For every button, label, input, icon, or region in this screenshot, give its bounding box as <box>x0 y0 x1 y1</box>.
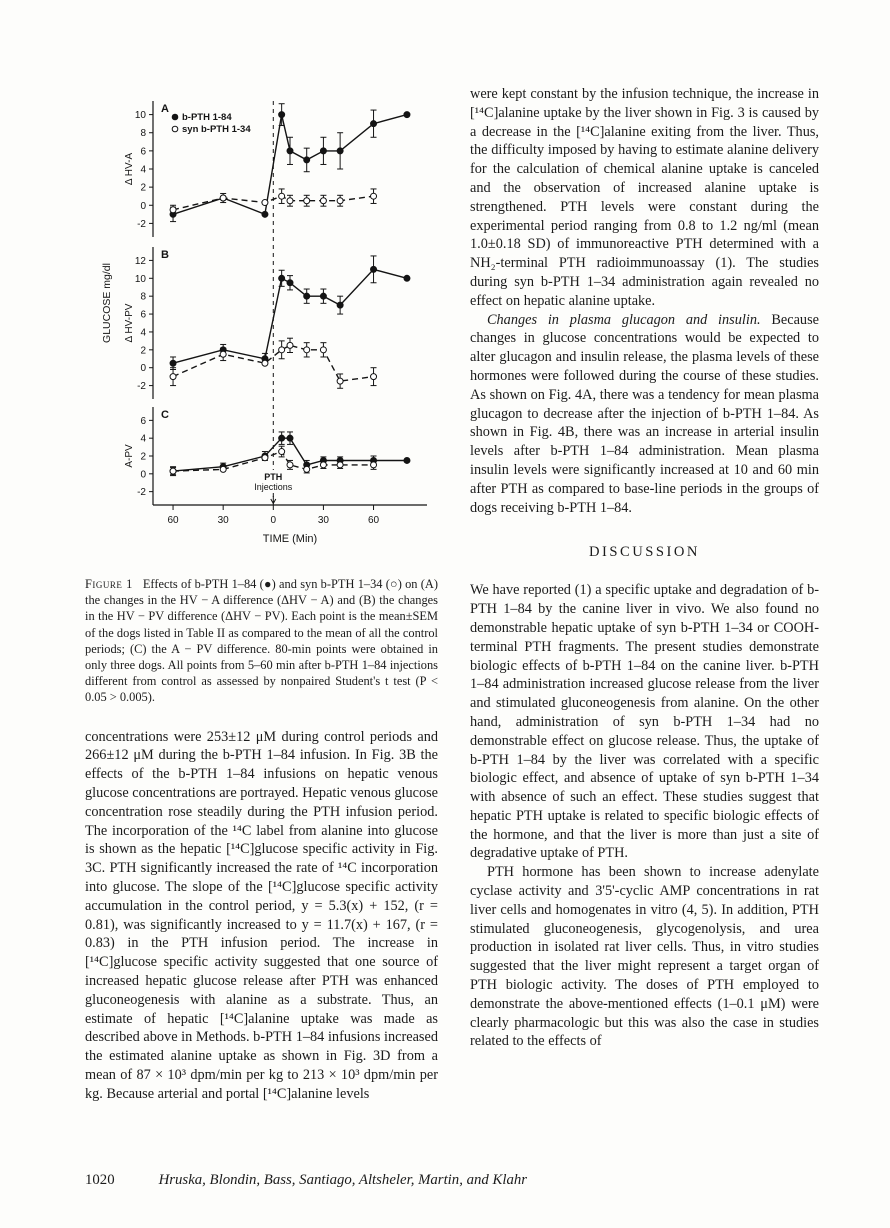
page-number: 1020 <box>85 1172 115 1188</box>
figure-1-caption <box>85 576 438 706</box>
svg-text:60: 60 <box>167 515 179 526</box>
svg-text:30: 30 <box>217 515 229 526</box>
svg-text:2: 2 <box>140 182 146 194</box>
figure-legend <box>172 112 251 135</box>
svg-text:60: 60 <box>367 515 380 526</box>
svg-text:2: 2 <box>140 345 146 357</box>
right-paragraph-4: PTH hormone has been shown to increase adenylate cyclase activity and 3'5'-cyclic AMP concentrations in rat liver cells and homogenates in vitro (4, 5). In addition, PTH stimulated gluconeogenesis, glycogenolysis, and urea production in isolated rat liver cells. Thus, in vitro studies suggested that the liver might represent a target organ of PTH biologic activity. The doses of PTH employed to demonstrate the above-mentioned effects (1–0.1 μM) were clearly pharmacologic but this was also the case in studies related to the effects of <box>470 864 819 1050</box>
svg-text:4: 4 <box>140 327 146 339</box>
svg-text:0: 0 <box>270 515 277 526</box>
panel-A <box>124 101 410 237</box>
svg-text:A: A <box>161 103 169 115</box>
svg-text:6: 6 <box>140 415 146 427</box>
svg-text:10: 10 <box>134 273 146 285</box>
figure-1-plot <box>95 85 447 557</box>
x-axis-label: TIME (Min) <box>262 533 318 545</box>
svg-text:0: 0 <box>140 200 146 212</box>
svg-text:8: 8 <box>140 291 146 303</box>
svg-text:B: B <box>161 249 169 261</box>
svg-text:6: 6 <box>140 309 146 321</box>
svg-text:A-PV: A-PV <box>124 444 135 468</box>
figure-1 <box>85 85 438 706</box>
figure-1-chart <box>95 85 438 562</box>
svg-text:0: 0 <box>140 469 146 481</box>
paragraph-2-lead-italic: Changes in plasma glucagon and insulin. <box>487 311 761 328</box>
right-paragraph-1: were kept constant by the infusion technique, the increase in [¹⁴C]alanine uptake by the liver shown in Fig. 3 is caused by a decrease in the [¹⁴C]alanine exiting from the liver. Thus, the difficulty imposed by having to estimate alanine delivery for the calculation of chemical alanine uptake is canceled and the observation of increased alanine uptake is strengthened. PTH levels were constant during the experimental period ranging from 0.8 to 1.2 ng/ml (mean 1.0±0.18 SD) of immunoreactive PTH determined with a NH₂-terminal PTH radioimmunoassay (1). The studies during syn b-PTH 1–34 administration again revealed no effect on hepatic alanine uptake. <box>470 86 819 309</box>
svg-text:C: C <box>161 409 169 421</box>
left-paragraph-1: concentrations were 253±12 μM during control periods and 266±12 μM during the b-PTH 1–84 infusion. In Fig. 3B the effects of the b-PTH 1–84 infusions on hepatic venous glucose concentrations are portrayed. Hepatic venous glucose concentration rose steadily during the PTH infusion period. The incorporation of the ¹⁴C label from alanine into glucose is shown as the hepatic [¹⁴C]glucose specific activity in Fig. 3C. PTH significantly increased the rate of ¹⁴C incorporation into glucose. The slope of the [¹⁴C]glucose specific activity accumulation in the control period, y = 5.3(x) + 152, (r = 0.81), was significantly increased to y = 11.7(x) + 167, (r = 0.83) in the PTH infusion period. The increase in [¹⁴C]glucose specific activity suggested that one source of increased hepatic glucose release after PTH was enhanced gluconeogenesis with alanine as a substrate. Thus, an estimate of hepatic [¹⁴C]alanine uptake was made as described above in Methods. b-PTH 1–84 infusions increased the estimated alanine uptake as shown in Fig. 3D from a mean of 87 × 10³ dpm/min per kg to 213 × 10³ dpm/min per kg. Because arterial and portal [¹⁴C]alanine levels <box>85 728 438 1102</box>
svg-text:-2: -2 <box>137 218 146 230</box>
svg-text:4: 4 <box>140 433 146 445</box>
running-authors: Hruska, Blondin, Bass, Santiago, Altsheler, Martin, and Klahr <box>158 1172 528 1188</box>
svg-text:4: 4 <box>140 164 146 176</box>
svg-text:b-PTH 1-84: b-PTH 1-84 <box>182 112 232 124</box>
svg-text:Δ HV-A: Δ HV-A <box>124 152 135 186</box>
page-footer <box>85 1172 527 1189</box>
svg-text:10: 10 <box>134 110 146 122</box>
svg-text:Injections: Injections <box>254 482 293 492</box>
panel-B <box>124 247 410 399</box>
figure-caption-label: Figure 1 <box>85 577 133 591</box>
svg-text:PTH: PTH <box>264 472 283 482</box>
figure-caption-text: Effects of b-PTH 1–84 (●) and syn b-PTH 1–34 (○) on (A) the changes in the HV − A difference (ΔHV − A) and (B) the changes in the HV − PV difference (ΔHV − PV). Each point is the mean±SEM of the dogs listed in Table II as compared to the mean of all the control periods; (C) the A − PV difference. 80-min points were obtained in only three dogs. All points from 5–60 min after b-PTH 1–84 injections different from control as assessed by nonpaired Student's t test (P < 0.05 > 0.005). <box>85 577 438 705</box>
svg-text:-2: -2 <box>137 487 146 499</box>
outer-y-axis-label: GLUCOSE mg/dl <box>101 263 113 343</box>
svg-text:6: 6 <box>140 146 146 158</box>
right-paragraph-3: We have reported (1) a specific uptake and degradation of b-PTH 1–84 by the canine liver in vivo. We also found no demonstrable hepatic uptake of syn b-PTH 1–34 or COOH-terminal PTH fragments. The present studies demonstrate biologic effects of b-PTH 1–84 on the canine liver. b-PTH 1–84 administration increased glucose release from the liver and stimulated gluconeogenesis from alanine. On the other hand, administration of syn b-PTH 1–34 had no demonstrable effect on glucose release. Thus, the uptake of b-PTH 1–84 by the liver was correlated with a specific biologic effect, and absence of uptake of syn b-PTH 1–34 with absence of such an effect. These studies suggest that hepatic PTH uptake is related to specific biologic effects of the hormone, and that the liver is more than just a site of degradative uptake of PTH. <box>470 582 819 862</box>
svg-text:Δ HV-PV: Δ HV-PV <box>124 303 135 343</box>
svg-text:30: 30 <box>317 515 329 526</box>
svg-text:12: 12 <box>134 255 146 267</box>
svg-text:0: 0 <box>140 363 146 375</box>
left-column <box>85 85 438 1104</box>
right-column <box>470 85 819 1051</box>
svg-text:syn b-PTH 1-34: syn b-PTH 1-34 <box>182 124 251 136</box>
svg-text:2: 2 <box>140 451 146 463</box>
paragraph-2-text: Because changes in glucose concentrations would be expected to alter glucagon and insulin release, the plasma levels of these hormones were followed during the course of these studies. As shown on Fig. 4A, there was a tendency for mean plasma glucagon to decrease after the injection of b-PTH 1–84. As shown in Fig. 4B, there was an increase in arterial insulin levels after b-PTH 1–84 administration. Mean plasma insulin levels were significantly increased at 10 and 60 min after PTH as compared to base-line periods in the groups of dogs receiving b-PTH 1–84. <box>470 311 819 516</box>
discussion-heading: DISCUSSION <box>589 544 700 561</box>
svg-text:-2: -2 <box>137 381 146 393</box>
right-paragraph-2 <box>470 311 819 518</box>
svg-text:8: 8 <box>140 128 146 140</box>
